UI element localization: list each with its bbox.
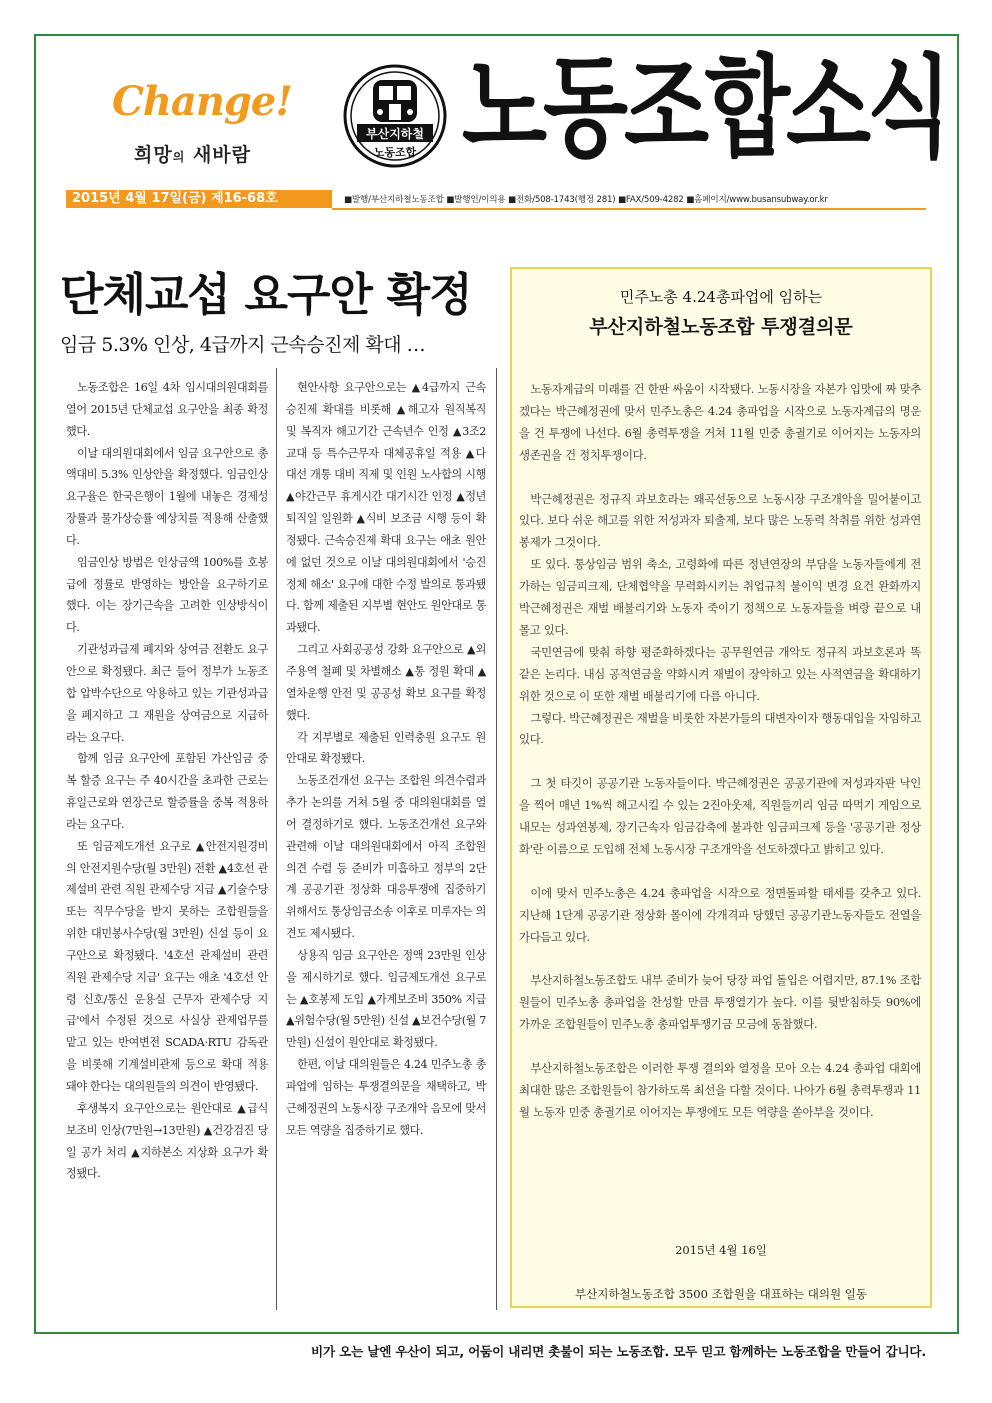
article-column-2 [286,377,486,1142]
paragraph: 박근혜정권은 정규직 과보호라는 왜곡선동으로 노동시장 구조개악을 밀어붙이고 있다. 보다 쉬운 해고를 위한 저성과자 퇴출제, 보다 많은 노동력 착취를 위한 성과연봉제가 그것이다. [519,491,921,550]
footer-motto: 비가 오는 날엔 우산이 되고, 어둠이 내리면 촛불이 되는 노동조합. 모두 믿고 함께하는 노동조합을 만들어 갑니다. [311,1344,926,1359]
issue-underline [332,208,926,210]
paragraph: 그 첫 타깃이 공공기관 노동자들이다. 박근혜정권은 공공기관에 저성과자판 낙인을 찍어 매년 1%씩 해고시킬 수 있는 2진아웃제, 직원들끼리 임금 따먹기 게임으로 내모는 성과연봉제, 장기근속자 임금감축에 불과한 임금피크제 등을 '공공기관 정상화'란 이름으로 도입해 전체 노동시장 구조개악을 선도하겠다고 밝히고 있다. [519,776,921,856]
brand-change: Change! [112,78,292,125]
paragraph: 국민연금에 맞춰 하향 평준화하겠다는 공무원연금 개악도 정규직 과보호론과 똑 같은 논리다. 내심 공적연금을 약화시켜 재벌이 장악하고 있는 사적연금을 확대하기 위한 것으로 이 또한 재벌 배불리기에 다름 아니다. [519,644,921,703]
paragraph: 임금인상 방법은 인상금액 100%를 호봉급에 정률로 반영하는 방안을 요구하기로 했다. 이는 장기근속을 고려한 인상방식이다. [66,555,268,635]
paragraph-gap [519,467,921,489]
paragraph: 노동자계급의 미래를 건 한판 싸움이 시작됐다. 노동시장을 자본가 입맛에 짜 맞추겠다는 박근혜정권에 맞서 민주노총은 4.24 총파업을 시작으로 노동자계급의 명운을 건 투쟁에 나선다. 6월 총력투쟁을 거쳐 11월 민중 총궐기로 이어지는 노동자의 생존권을 건 정치투쟁이다. [519,382,921,462]
paragraph: 이에 맞서 민주노총은 4.24 총파업을 시작으로 정면돌파할 태세를 갖추고 있다. 지난해 1단계 공공기관 정상화 몰이에 각개격파 당했던 공공기관노동자들도 전열을 가다듬고 있다. [519,885,921,944]
slogan-small: 의 [172,150,186,164]
paragraph-gap [519,949,921,971]
paragraph: 함께 임금 요구안에 포함된 가산임금 중복 할증 요구는 주 40시간을 초과한 근로는 휴일근로와 연장근로 할증률을 중복 적용하라는 요구다. [66,752,268,831]
slogan [134,140,251,167]
issue-date: 2015년 4월 17일(금) 제16-68호 [66,190,332,208]
paragraph: 그렇다. 박근혜정권은 재벌을 비롯한 자본가들의 대변자이자 행동대입을 자임하고 있다. [519,710,921,747]
article-column-1 [66,377,268,1185]
paragraph: 후생복지 요구안으로는 원안대로 ▲급식보조비 인상(7만원→13만원) ▲건강검진 당일 공가 처리 ▲지하본소 지상화 요구가 확정됐다. [66,1101,268,1181]
paragraph-gap [519,1036,921,1058]
paragraph: 이날 대의원대회에서 임금 요구안으로 총액대비 5.3% 인상안을 확정했다. 임금인상 요구율은 한국은행이 1월에 내놓은 경제성장률과 물가상승률 예상치를 적용해 산출했다. [66,446,268,547]
masthead-title: 노동조합소식 [462,42,949,172]
paragraph: 부산지하철노동조합도 내부 준비가 늦어 당장 파업 돌입은 어렵지만, 87.1% 조합원들이 민주노총 총파업을 찬성할 만큼 투쟁열기가 높다. 이를 뒷받침하듯 90%에 가까운 조합원들이 민주노총 총파업투쟁기금 모금에 동참했다. [519,973,921,1032]
svg-text:부산지하철: 부산지하철 [366,127,424,141]
resolution-box [510,267,932,1308]
resolution-kicker: 민주노총 4.24총파업에 임하는 [619,288,823,306]
column-divider [276,368,277,1310]
paragraph: 상용직 임금 요구안은 정액 23만원 인상을 제시하기로 했다. 임금제도개선 요구로는 ▲호봉제 도입 ▲가계보조비 350% 지급 ▲위험수당(월 5만원) 신설 ▲보건수당(월 7만원) 신설이 원안대로 확정됐다. [286,948,486,1050]
resolution-signature: 부산지하철노동조합 3500 조합원을 대표하는 대의원 일동 [575,1287,867,1301]
article-headline: 단체교섭 요구안 확정 [60,268,472,321]
paragraph: 기관성과급제 폐지와 상여금 전환도 요구안으로 확정됐다. 최근 들어 정부가 노동조합 압박수단으로 악용하고 있는 기관성과급을 폐지하고 그 재원을 상여금으로 지급하라는 요구다. [66,643,268,744]
paragraph: 한편, 이날 대의원들은 4.24 민주노총 총파업에 임하는 투쟁결의문을 채택하고, 박근혜정권의 노동시장 구조개악 음모에 맞서 모든 역량을 집중하기로 했다. [286,1058,486,1137]
column-divider [496,368,497,1310]
subway-train-icon [373,80,417,122]
paragraph: 그리고 사회공공성 강화 요구안으로 ▲외주용역 철폐 및 차별해소 ▲통 정원 확대 ▲열차운행 안전 및 공공성 확보 요구를 확정했다. [286,643,486,722]
union-logo [343,64,447,168]
paragraph: 부산지하철노동조합은 이러한 투쟁 결의와 열정을 모아 오는 4.24 총파업 대회에 최대한 많은 조합원들이 참가하도록 최선을 다할 것이다. 나아가 6월 총력투쟁과 11월 노동자 민중 총궐기로 이어지는 투쟁에도 모든 역량을 쏟아부을 것이다. [519,1061,921,1119]
svg-text:노동조합: 노동조합 [373,146,417,159]
paragraph: 현안사항 요구안으로는 ▲4급까지 근속승진제 확대를 비롯해 ▲해고자 원직복직 및 복직자 해고기간 근속년수 인정 ▲3조2교대 등 특수근무자 대체공휴일 적용 ▲다대선 개통 대비 직제 및 인원 노사합의 시행 ▲야간근무 휴게시간 대기시간 인정 ▲정년퇴직일 일원화 ▲식비 보조금 시행 등이 확정됐다. 근속승진제 확대 요구는 애초 원안에 없던 것으로 이날 대의원대회에서 '승진정체 해소' 요구에 대한 수정 발의로 통과됐다. 함께 제출된 지부별 현안도 원안대로 통과됐다. [286,381,486,635]
issue-bar [66,190,926,212]
paragraph: 각 지부별로 제출된 인력충원 요구도 원안대로 확정됐다. [286,730,486,766]
article-subheadline: 임금 5.3% 인상, 4급까지 근속승진제 확대 … [60,334,426,356]
paragraph-gap [519,861,921,883]
publisher-info: ■발행/부산지하철노동조합 ■발행인/이의용 ■전화/508-1743(행정 281) ■FAX/509-4282 ■홈페이지/www.busansubway.or.kr [344,195,828,205]
resolution-title: 부산지하철노동조합 투쟁결의문 [589,316,853,338]
slogan-main: 희망 [134,144,173,166]
paragraph-gap [519,751,921,773]
slogan-end: 새바람 [192,144,251,166]
paragraph: 또 있다. 통상임금 범위 축소, 고령화에 따른 정년연장의 부담을 노동자들에게 전가하는 임금피크제, 단체협약을 무력화시키는 취업규칙 불이익 변경 요건 완화까지 박근혜정권은 재벌 배불리기와 노동자 죽이기 정책으로 노동자들을 벼랑 끝으로 내몰고 있다. [519,557,921,637]
paragraph: 노동조합은 16일 4차 임시대의원대회를 열어 2015년 단체교섭 요구안을 최종 확정했다. [66,381,268,438]
resolution-date: 2015년 4월 16일 [675,1243,767,1257]
paragraph: 또 임금제도개선 요구로 ▲안전지원경비의 안전지원수당(월 3만원) 전환 ▲4호선 관제설비 관련 직원 관제수당 지급 ▲기술수당 또는 직무수당을 받지 못하는 조합원들을 위한 대민봉사수당(월 3만원) 신설 등이 요구안으로 확정됐다. '4호선 관제설비 관련 직원 관제수당 지급' 요구는 애초 '4호선 안령 신호/통신 운용실 근무자 관제수당 지급'에서 수정된 것으로 사실상 관제업무를 맡고 있는 반여변전 SCADA·RTU 감독관을 비롯해 기계설비관제 등으로 확대 적용돼야 한다는 대의원들의 의견이 반영됐다. [66,839,268,1093]
resolution-body [519,379,921,1124]
paragraph: 노동조건개선 요구는 조합원 의견수렴과 추가 논의를 거쳐 5월 중 대의원대회를 열어 결정하기로 했다. 노동조건개선 요구와 관련해 이날 대의원대회에서 아직 조합원 의견 수렴 등 준비가 미흡하고 정부의 2단계 공공기관 정상화 대응투쟁에 집중하기 위해서도 통상임금소송 이후로 미루자는 의견도 제시됐다. [286,774,486,941]
